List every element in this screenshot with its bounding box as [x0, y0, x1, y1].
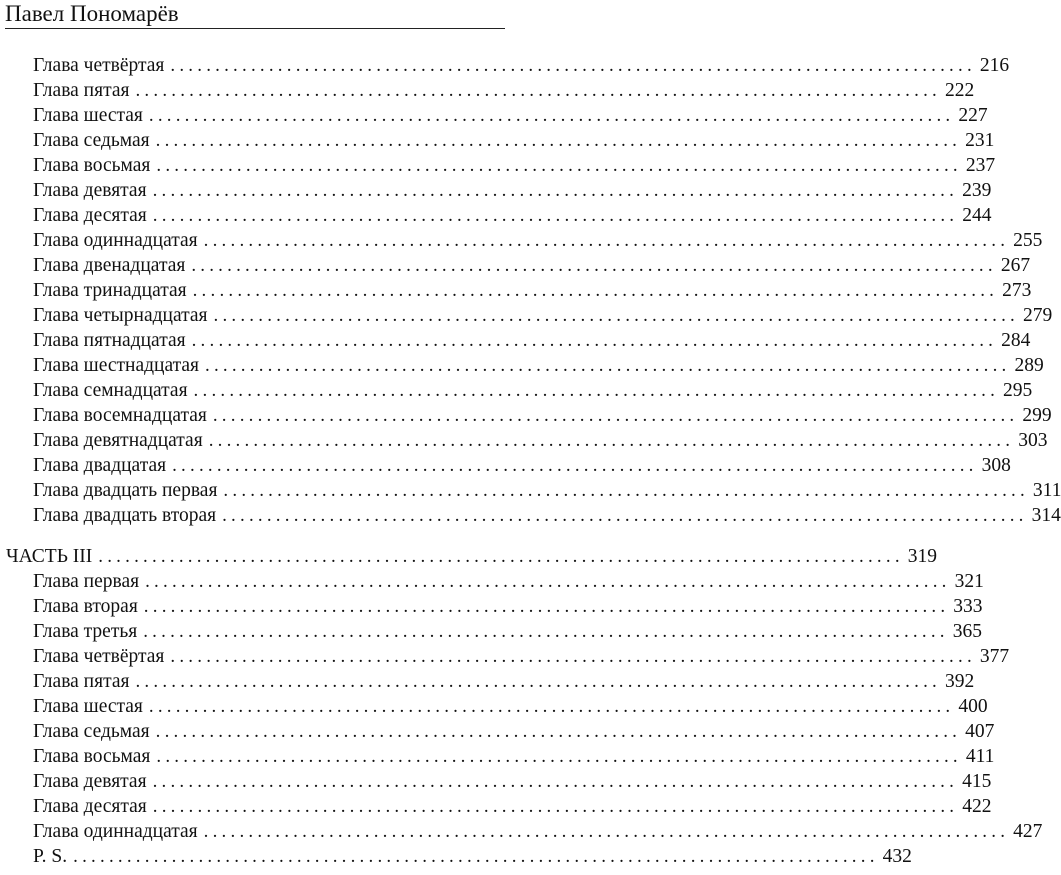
toc-page-number: 267	[1000, 255, 1031, 276]
dot-leader: ..........................................................................................	[135, 80, 941, 101]
toc-page-number: 284	[1001, 330, 1031, 351]
toc-entry	[33, 818, 1043, 843]
dot-leader: ..........................................................................................	[156, 155, 962, 176]
toc-entry	[33, 77, 975, 102]
toc-entry	[33, 252, 1031, 277]
toc-entry-title: Глава четвёртая	[33, 55, 165, 76]
dot-leader: ..........................................................................................	[156, 746, 962, 767]
toc-page-number: 427	[1013, 821, 1043, 842]
toc-entry-title: Глава тринадцатая	[33, 280, 187, 301]
toc-entry-title: Глава седьмая	[33, 721, 150, 742]
dot-leader: ..........................................................................................	[152, 771, 959, 792]
toc-page-number: 432	[882, 846, 912, 867]
toc-page-number: 299	[1022, 405, 1052, 426]
dot-leader: ..........................................................................................	[213, 305, 1019, 326]
toc-entry-title: Глава восьмая	[33, 155, 151, 176]
dot-leader: ..........................................................................................	[205, 355, 1011, 376]
toc-entry	[33, 618, 982, 643]
toc-page-number: 237	[965, 155, 996, 176]
toc-entry-title: Глава девятнадцатая	[33, 430, 203, 451]
toc-entry-title: Глава семнадцатая	[33, 380, 188, 401]
toc-page-number: 227	[958, 105, 988, 126]
dot-leader: ..........................................................................................	[145, 571, 951, 592]
toc-page-number: 279	[1023, 305, 1053, 326]
toc-entry-title: Глава первая	[33, 571, 140, 592]
toc-entry-title: Глава седьмая	[33, 130, 150, 151]
toc-entry-title: Глава десятая	[33, 205, 147, 226]
toc-page-number: 255	[1013, 230, 1043, 251]
toc-entry	[33, 352, 1044, 377]
toc-entry	[33, 768, 992, 793]
toc-entry-title: Глава шестнадцатая	[33, 355, 199, 376]
toc-entry	[33, 718, 995, 743]
toc-page-number: 273	[1002, 280, 1032, 301]
toc-entry	[33, 843, 912, 868]
toc-page-number: 321	[954, 571, 984, 592]
dot-leader: ..........................................................................................	[143, 596, 950, 617]
dot-leader: ..........................................................................................	[152, 796, 959, 817]
toc-page-number: 365	[952, 621, 982, 642]
toc-entry-title: Глава вторая	[33, 596, 138, 617]
toc-entry	[33, 202, 992, 227]
dot-leader: ..........................................................................................	[148, 105, 955, 126]
toc-page-number: 400	[958, 696, 988, 717]
toc-page-number: 311	[1032, 480, 1061, 501]
toc-entry	[33, 793, 992, 818]
toc-entry	[33, 693, 988, 718]
toc-entry-title: Глава шестая	[33, 696, 143, 717]
toc-entry-title: Глава четырнадцатая	[33, 305, 208, 326]
dot-leader: ..........................................................................................	[155, 721, 962, 742]
dot-leader: ..........................................................................................	[192, 280, 999, 301]
toc-entry-title: Глава десятая	[33, 796, 147, 817]
dot-leader: ..........................................................................................	[135, 671, 941, 692]
dot-leader: ..........................................................................................	[170, 646, 976, 667]
dot-leader: ..........................................................................................	[208, 430, 1015, 451]
toc-page-number: 231	[965, 130, 995, 151]
toc-entry	[33, 52, 1010, 77]
toc-entry-title: Глава двадцать первая	[33, 480, 218, 501]
toc-entry	[33, 402, 1052, 427]
dot-leader: ..........................................................................................	[172, 455, 978, 476]
toc-page-number: 392	[944, 671, 975, 692]
toc-page-number: 422	[962, 796, 992, 817]
dot-leader: ..........................................................................................	[143, 621, 949, 642]
toc-entry	[33, 127, 995, 152]
toc-entry	[33, 227, 1043, 252]
toc-entry	[33, 643, 1010, 668]
dot-leader: ..........................................................................................	[191, 255, 997, 276]
dot-leader: ..........................................................................................	[73, 846, 879, 867]
toc-page-number: 222	[944, 80, 975, 101]
toc-page-number: 303	[1018, 430, 1048, 451]
toc-entry	[33, 302, 1053, 327]
toc-page-number: 415	[962, 771, 992, 792]
toc-entry	[33, 377, 1033, 402]
toc-entry-title: Глава восьмая	[33, 746, 151, 767]
dot-leader: ..........................................................................................	[203, 821, 1010, 842]
dot-leader: ..........................................................................................	[170, 55, 976, 76]
toc-page-number: 319	[907, 546, 938, 567]
toc-page-number: 239	[962, 180, 992, 201]
dot-leader: ..........................................................................................	[193, 380, 1000, 401]
toc-entry	[33, 568, 984, 593]
toc-entry-title: Глава третья	[33, 621, 138, 642]
dot-leader: ..........................................................................................	[222, 505, 1028, 526]
toc-entry-title: Глава двадцатая	[33, 455, 167, 476]
toc-page-number: 411	[965, 746, 995, 767]
toc-entry-title: Глава пятая	[33, 80, 130, 101]
toc-page-number: 377	[979, 646, 1010, 667]
toc-entry-title: ЧАСТЬ III	[6, 546, 93, 567]
dot-leader: ..........................................................................................	[203, 230, 1010, 251]
dot-leader: ..........................................................................................	[212, 405, 1019, 426]
toc-entry-title: Глава двенадцатая	[33, 255, 186, 276]
running-head-author: Павел Пономарёв	[5, 1, 179, 26]
toc-entry-title: Глава одиннадцатая	[33, 230, 198, 251]
toc-entry-title: Глава девятая	[33, 180, 147, 201]
toc-entry	[33, 152, 996, 177]
toc-entry-title: Глава четвёртая	[33, 646, 165, 667]
toc-entry	[33, 277, 1032, 302]
dot-leader: ..........................................................................................	[191, 330, 998, 351]
dot-leader: ..........................................................................................	[152, 205, 959, 226]
toc-entry	[33, 502, 1061, 527]
dot-leader: ..........................................................................................	[223, 480, 1029, 501]
toc-entry	[33, 427, 1048, 452]
dot-leader: ..........................................................................................	[155, 130, 962, 151]
toc-entry-title: Глава шестая	[33, 105, 143, 126]
toc-entry-title: Глава пятнадцатая	[33, 330, 186, 351]
toc-entry	[33, 452, 1011, 477]
toc-part-entry	[6, 543, 938, 568]
toc-entry	[33, 327, 1031, 352]
toc-page-number: 308	[981, 455, 1011, 476]
toc-entry	[33, 477, 1061, 502]
toc-entry-title: Глава девятая	[33, 771, 147, 792]
toc-entry	[33, 177, 992, 202]
toc-page-number: 244	[962, 205, 992, 226]
toc-entry	[33, 743, 995, 768]
toc-page-number: 314	[1031, 505, 1061, 526]
dot-leader: ..........................................................................................	[148, 696, 955, 717]
toc-entry-title: Глава восемнадцатая	[33, 405, 207, 426]
toc-page-number: 289	[1014, 355, 1044, 376]
toc-entry-title: Глава одиннадцатая	[33, 821, 198, 842]
dot-leader: ..........................................................................................	[152, 180, 959, 201]
toc-entry	[33, 668, 975, 693]
toc-entry	[33, 593, 983, 618]
toc-page-number: 295	[1003, 380, 1033, 401]
dot-leader: ..........................................................................................	[98, 546, 904, 567]
toc-page-number: 333	[953, 596, 983, 617]
toc-entry-title: Глава пятая	[33, 671, 130, 692]
toc-entry-title: P. S.	[33, 846, 68, 867]
toc-entry-title: Глава двадцать вторая	[33, 505, 217, 526]
toc-entry	[33, 102, 988, 127]
toc-page-number: 407	[965, 721, 995, 742]
toc-page-number: 216	[979, 55, 1010, 76]
